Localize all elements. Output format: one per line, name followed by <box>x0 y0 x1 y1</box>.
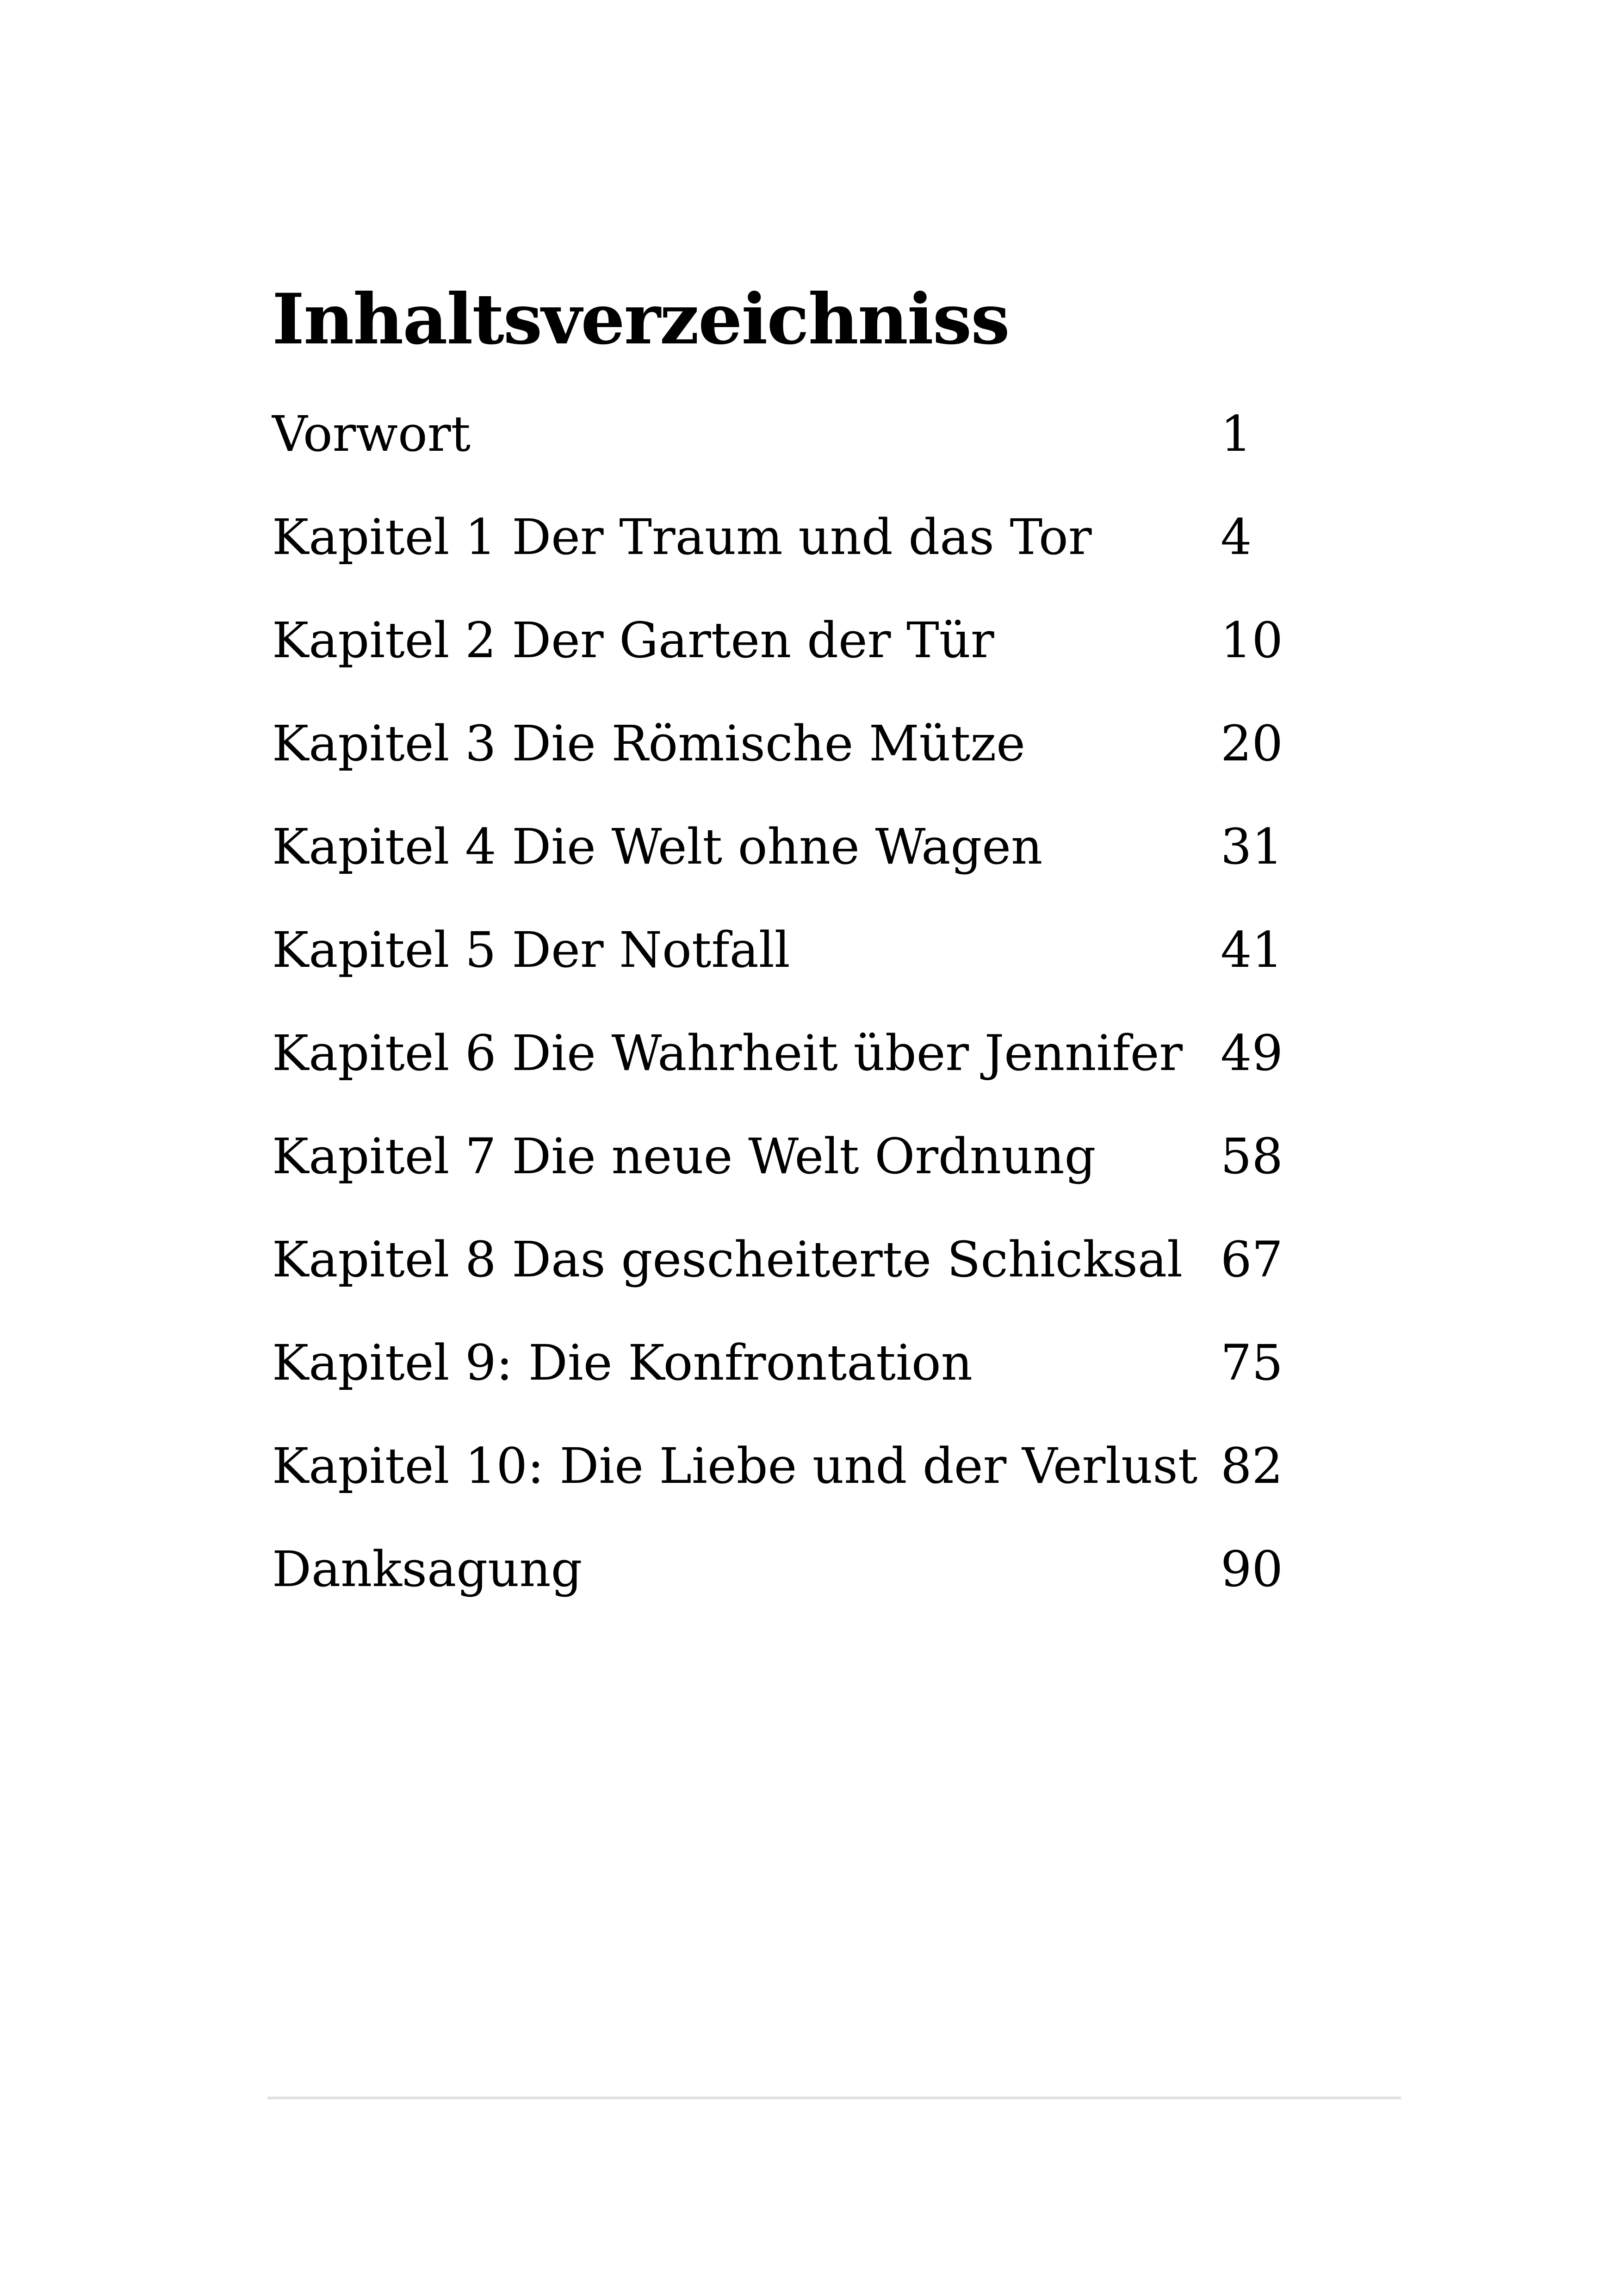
toc-entry-chapter-3[interactable] <box>272 697 1299 801</box>
toc-entry-label: Vorwort <box>272 405 471 462</box>
toc-entry-chapter-6[interactable] <box>272 1007 1299 1110</box>
toc-entry-page-number: 1 <box>1221 405 1252 462</box>
toc-entry-page-number: 67 <box>1221 1231 1283 1288</box>
toc-title: Inhaltsverzeichniss <box>272 279 1009 360</box>
toc-entry-chapter-4[interactable] <box>272 801 1299 904</box>
toc-entry-chapter-9[interactable] <box>272 1317 1299 1420</box>
toc-entry-label: Kapitel 5 Der Notfall <box>272 921 790 978</box>
toc-entry-page-number: 49 <box>1221 1025 1283 1082</box>
toc-entry-page-number: 31 <box>1221 818 1283 875</box>
toc-entry-label: Kapitel 3 Die Römische Mütze <box>272 715 1025 772</box>
toc-entry-vorwort[interactable] <box>272 388 1299 491</box>
toc-entry-label: Danksagung <box>272 1541 583 1598</box>
toc-entry-page-number: 82 <box>1221 1437 1283 1494</box>
toc-entry-chapter-2[interactable] <box>272 594 1299 697</box>
toc-entry-label: Kapitel 10: Die Liebe und der Verlust <box>272 1437 1198 1494</box>
toc-entry-label: Kapitel 8 Das gescheiterte Schicksal <box>272 1231 1183 1288</box>
toc-entry-page-number: 58 <box>1221 1128 1283 1185</box>
toc-entry-page-number: 4 <box>1221 509 1252 566</box>
toc-entry-label: Kapitel 2 Der Garten der Tür <box>272 612 994 669</box>
toc-entry-page-number: 20 <box>1221 715 1283 772</box>
toc-entry-label: Kapitel 6 Die Wahrheit über Jennifer <box>272 1025 1183 1082</box>
toc-entry-chapter-10[interactable] <box>272 1420 1299 1523</box>
toc-entry-page-number: 41 <box>1221 921 1283 978</box>
toc-entry-page-number: 10 <box>1221 612 1283 669</box>
table-of-contents <box>272 388 1299 1626</box>
toc-entry-chapter-7[interactable] <box>272 1110 1299 1213</box>
toc-entry-label: Kapitel 1 Der Traum und das Tor <box>272 509 1092 566</box>
toc-entry-label: Kapitel 4 Die Welt ohne Wagen <box>272 818 1043 875</box>
toc-entry-page-number: 75 <box>1221 1334 1283 1391</box>
toc-entry-page-number: 90 <box>1221 1541 1283 1598</box>
toc-entry-chapter-5[interactable] <box>272 904 1299 1007</box>
footer-divider <box>267 2097 1401 2099</box>
toc-entry-danksagung[interactable] <box>272 1523 1299 1626</box>
toc-entry-chapter-1[interactable] <box>272 491 1299 594</box>
toc-entry-label: Kapitel 9: Die Konfrontation <box>272 1334 973 1391</box>
toc-entry-label: Kapitel 7 Die neue Welt Ordnung <box>272 1128 1096 1185</box>
toc-entry-chapter-8[interactable] <box>272 1213 1299 1317</box>
